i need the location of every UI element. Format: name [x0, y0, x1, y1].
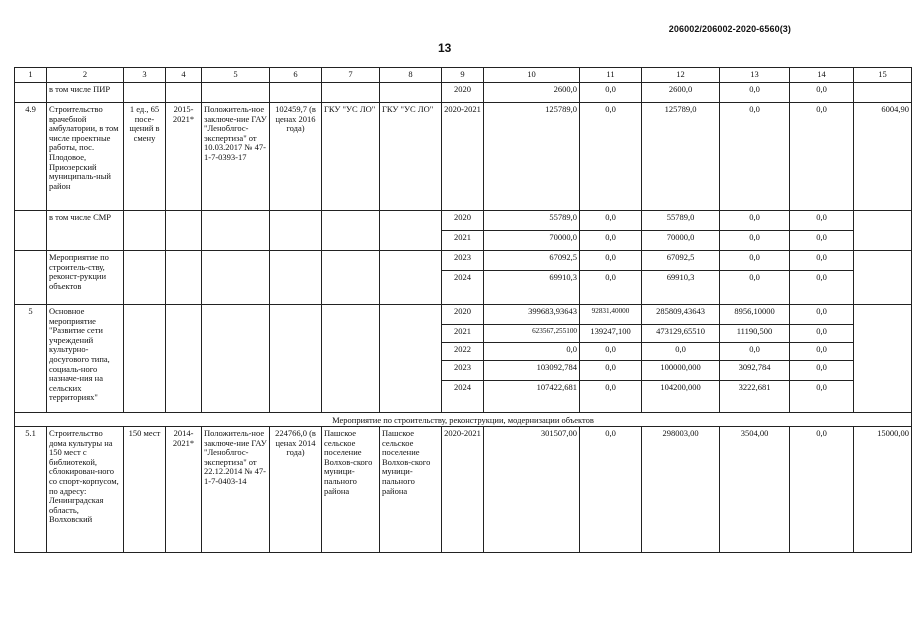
col-header: 13	[720, 68, 790, 83]
page-number: 13	[438, 41, 452, 55]
expertise-cell: Положитель-ное заключе-ние ГАУ "Леноблгос-экспертиза" от 10.03.2017 № 47-1-7-0393-17	[202, 103, 270, 211]
year-cell: 2020	[442, 83, 484, 103]
value-cell: 2600,0	[484, 83, 580, 103]
value-cell: 3222,681	[720, 381, 790, 413]
customer-cell: Пашское сельское поселение Волхов-ского муници-пального района	[322, 427, 380, 553]
row-number: 4.9	[15, 103, 47, 211]
value-cell: 0,0	[580, 381, 642, 413]
builder-cell: Пашское сельское поселение Волхов-ского муници-пального района	[380, 427, 442, 553]
year-cell: 2024	[442, 381, 484, 413]
col-header: 6	[270, 68, 322, 83]
expertise-cell: Положитель-ное заключе-ние ГАУ "Леноблгос-экспертиза" от 22.12.2014 № 47-1-7-0403-14	[202, 427, 270, 553]
value-cell: 0,0	[720, 343, 790, 361]
value-cell: 3092,784	[720, 361, 790, 381]
value-cell: 0,0	[790, 103, 854, 211]
table-row	[15, 427, 912, 553]
value-cell: 0,0	[790, 325, 854, 343]
table-row	[15, 305, 912, 325]
value-cell: 69910,3	[642, 271, 720, 305]
value-cell: 0,0	[484, 343, 580, 361]
col-header: 14	[790, 68, 854, 83]
value-cell: 301507,00	[484, 427, 580, 553]
value-cell: 0,0	[580, 343, 642, 361]
value-cell: 69910,3	[484, 271, 580, 305]
value-cell: 0,0	[580, 251, 642, 271]
value-cell: 298003,00	[642, 427, 720, 553]
document-id: 206002/206002-2020-6560(3)	[668, 24, 791, 34]
row-name: Мероприятие по строитель-ству, реконст-рукции объектов	[47, 251, 124, 305]
value-cell: 0,0	[720, 211, 790, 231]
value-cell: 104200,000	[642, 381, 720, 413]
row-name: в том числе СМР	[47, 211, 124, 251]
value-cell: 125789,0	[484, 103, 580, 211]
col-header: 9	[442, 68, 484, 83]
table-row	[15, 251, 912, 271]
row-name: в том числе ПИР	[47, 83, 124, 103]
value-cell: 55789,0	[484, 211, 580, 231]
col-header: 8	[380, 68, 442, 83]
year-cell: 2020-2021	[442, 103, 484, 211]
row-number: 5	[15, 305, 47, 413]
column-number-row	[15, 68, 912, 83]
value-cell: 0,0	[720, 231, 790, 251]
period-cell: 2015-2021*	[166, 103, 202, 211]
year-cell: 2021	[442, 325, 484, 343]
value-cell: 399683,93643	[484, 305, 580, 325]
cost-cell: 102459,7 (в ценах 2016 года)	[270, 103, 322, 211]
col-header: 4	[166, 68, 202, 83]
value-cell: 0,0	[642, 343, 720, 361]
value-cell: 55789,0	[642, 211, 720, 231]
col-header: 15	[854, 68, 912, 83]
row-number: 5.1	[15, 427, 47, 553]
col-header: 11	[580, 68, 642, 83]
value-cell: 0,0	[790, 381, 854, 413]
year-cell: 2022	[442, 343, 484, 361]
year-cell: 2021	[442, 231, 484, 251]
value-cell: 100000,000	[642, 361, 720, 381]
value-cell: 473129,65510	[642, 325, 720, 343]
value-cell: 67092,5	[642, 251, 720, 271]
value-cell: 92831,40000	[580, 305, 642, 325]
row-name: Основное мероприятие "Развитие сети учреждений культурно-досугового типа, социаль-ного назначе-ния на сельских территориях"	[47, 305, 124, 413]
period-cell: 2014-2021*	[166, 427, 202, 553]
capacity-cell: 150 мест	[124, 427, 166, 553]
value-cell: 3504,00	[720, 427, 790, 553]
value-cell: 285809,43643	[642, 305, 720, 325]
value-cell: 0,0	[790, 427, 854, 553]
value-cell: 0,0	[580, 427, 642, 553]
year-cell: 2023	[442, 251, 484, 271]
value-cell: 0,0	[580, 361, 642, 381]
col-header: 3	[124, 68, 166, 83]
builder-cell: ГКУ "УС ЛО"	[380, 103, 442, 211]
value-cell: 107422,681	[484, 381, 580, 413]
value-cell: 0,0	[790, 361, 854, 381]
value-cell: 0,0	[580, 231, 642, 251]
value-cell: 0,0	[790, 231, 854, 251]
value-cell: 0,0	[720, 251, 790, 271]
value-cell: 139247,100	[580, 325, 642, 343]
value-cell: 70000,0	[484, 231, 580, 251]
table-row	[15, 211, 912, 231]
section-title: Мероприятие по строительству, реконструкции, модернизации объектов	[15, 413, 912, 427]
table-row	[15, 83, 912, 103]
section-row	[15, 413, 912, 427]
value-cell: 0,0	[790, 305, 854, 325]
value-cell: 0,0	[790, 83, 854, 103]
value-cell: 0,0	[580, 271, 642, 305]
year-cell: 2020	[442, 211, 484, 231]
row-name: Строительство дома культуры на 150 мест с библиотекой, сблокирован-ного со спорт-корпусом, по адресу: Ленинградская область, Волховский	[47, 427, 124, 553]
value-cell: 0,0	[790, 211, 854, 231]
year-cell: 2020-2021	[442, 427, 484, 553]
cost-cell: 224766,0 (в ценах 2014 года)	[270, 427, 322, 553]
value-cell: 70000,0	[642, 231, 720, 251]
value-cell: 2600,0	[642, 83, 720, 103]
customer-cell: ГКУ "УС ЛО"	[322, 103, 380, 211]
capacity-cell: 1 ед., 65 посе-щений в смену	[124, 103, 166, 211]
value-cell: 0,0	[790, 251, 854, 271]
col-header: 5	[202, 68, 270, 83]
col-header: 10	[484, 68, 580, 83]
value-cell: 623567,255100	[484, 325, 580, 343]
value-cell: 0,0	[580, 211, 642, 231]
value-cell: 0,0	[580, 103, 642, 211]
year-cell: 2020	[442, 305, 484, 325]
value-cell: 6004,90	[854, 103, 912, 211]
col-header: 12	[642, 68, 720, 83]
col-header: 7	[322, 68, 380, 83]
value-cell: 103092,784	[484, 361, 580, 381]
table-row	[15, 103, 912, 211]
value-cell: 0,0	[790, 343, 854, 361]
value-cell: 0,0	[720, 83, 790, 103]
value-cell: 0,0	[790, 271, 854, 305]
budget-table	[14, 67, 912, 553]
year-cell: 2023	[442, 361, 484, 381]
value-cell: 125789,0	[642, 103, 720, 211]
value-cell: 0,0	[720, 271, 790, 305]
row-name: Строительство врачебной амбулатории, в том числе проектные работы, пос. Плодовое, Приозерский муниципаль-ный район	[47, 103, 124, 211]
col-header: 1	[15, 68, 47, 83]
value-cell: 15000,00	[854, 427, 912, 553]
value-cell: 0,0	[580, 83, 642, 103]
year-cell: 2024	[442, 271, 484, 305]
col-header: 2	[47, 68, 124, 83]
value-cell: 8956,10000	[720, 305, 790, 325]
value-cell: 11190,500	[720, 325, 790, 343]
value-cell: 67092,5	[484, 251, 580, 271]
value-cell: 0,0	[720, 103, 790, 211]
